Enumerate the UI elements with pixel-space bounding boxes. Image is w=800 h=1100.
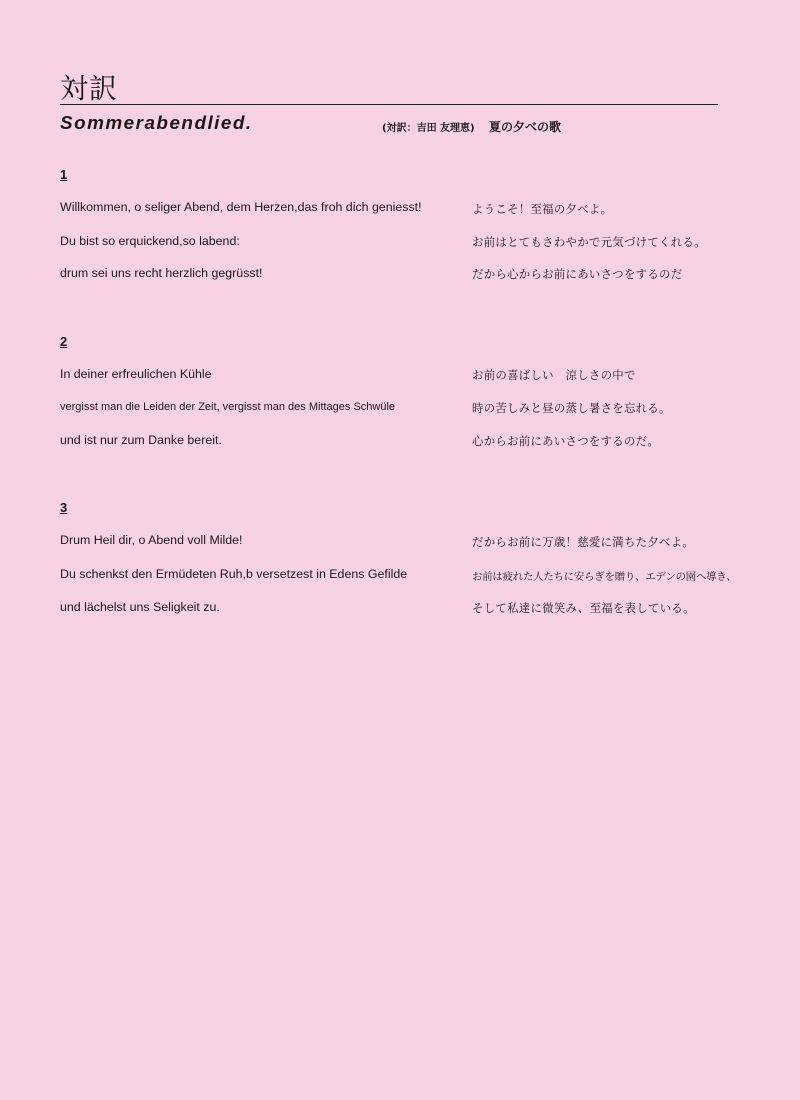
japanese-line: お前は疲れた人たちに安らぎを贈り、エデンの園へ導き、: [472, 571, 737, 583]
german-line: In deiner erfreulichen Kühle: [60, 367, 212, 381]
japanese-line: 心からお前にあいさつをするのだ。: [472, 434, 660, 448]
page-heading: 対訳: [60, 72, 119, 105]
verse-number: 1: [60, 167, 68, 182]
german-line: und ist nur zum Danke bereit.: [60, 433, 222, 447]
german-line: Du schenkst den Ermüdeten Ruh,b versetzest in Edens Gefilde: [60, 567, 408, 581]
german-line: Drum Heil dir, o Abend voll Milde!: [60, 533, 243, 547]
german-line: drum sei uns recht herzlich gegrüsst!: [60, 266, 263, 280]
german-line: Du bist so erquickend,so labend:: [60, 234, 240, 248]
japanese-line: そして私達に微笑み、至福を表している。: [472, 601, 695, 615]
verse-number: 2: [60, 334, 68, 349]
verse-number: 3: [60, 500, 68, 515]
translator-credit: (対訳：吉田 友理恵): [382, 123, 475, 134]
german-line: vergisst man die Leiden der Zeit, vergisst man des Mittages Schwüle: [60, 401, 396, 413]
song-title: Sommerabendlied.: [60, 113, 253, 133]
german-line: Willkommen, o seliger Abend, dem Herzen,das froh dich geniesst!: [60, 200, 422, 214]
japanese-line: ようこそ！至福の夕べよ。: [472, 202, 613, 216]
heading-rule: [60, 104, 718, 105]
japanese-line: だからお前に万歳！慈愛に満ちた夕べよ。: [472, 535, 695, 549]
japanese-line: お前の喜ばしい 涼しさの中で: [472, 368, 636, 382]
japanese-line: お前はとてもさわやかで元気づけてくれる。: [472, 235, 706, 249]
japanese-title: 夏の夕べの歌: [489, 120, 562, 134]
japanese-line: だから心からお前にあいさつをするのだ: [472, 267, 683, 281]
german-line: und lächelst uns Seligkeit zu.: [60, 600, 220, 614]
japanese-line: 時の苦しみと昼の蒸し暑さを忘れる。: [472, 401, 671, 415]
